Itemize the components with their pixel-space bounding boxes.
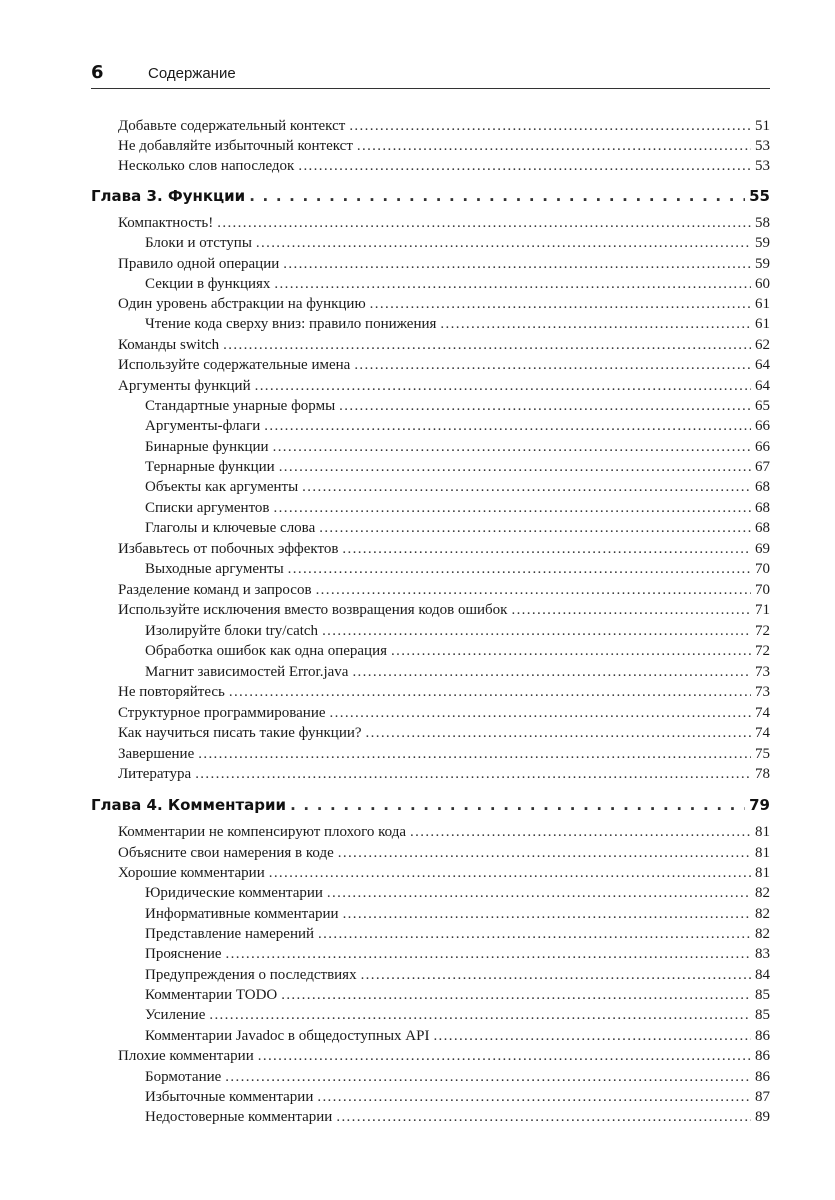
dot-leader	[195, 764, 751, 784]
toc-entry-page: 81	[755, 824, 770, 840]
dot-leader	[339, 396, 751, 416]
dot-leader	[298, 156, 751, 176]
toc-entry-title: Предупреждения о последствиях	[145, 967, 357, 983]
toc-entry-title: Объекты как аргументы	[145, 479, 299, 495]
toc-entry	[145, 457, 770, 477]
toc-entry	[145, 437, 770, 457]
toc-entry-title: Чтение кода сверху вниз: правило понижения	[145, 316, 437, 332]
dot-leader	[209, 1005, 751, 1025]
dot-leader	[391, 641, 751, 661]
toc-entry-page: 84	[755, 967, 770, 983]
toc-entry	[118, 335, 770, 355]
toc-entry-page: 67	[755, 459, 770, 475]
dot-leader	[352, 662, 751, 682]
toc-entry-title: Аргументы функций	[118, 378, 251, 394]
toc-entry	[145, 621, 770, 641]
toc-entry-title: Списки аргументов	[145, 500, 270, 516]
toc-entry-title: Глава 4. Комментарии	[91, 796, 287, 814]
toc-entry-page: 71	[755, 602, 770, 618]
toc-entry	[118, 723, 770, 743]
toc-entry-title: Компактность!	[118, 215, 214, 231]
dot-leader	[290, 794, 745, 816]
dot-leader	[349, 116, 751, 136]
toc-entry	[145, 1026, 770, 1046]
toc-entry-title: Структурное программирование	[118, 705, 326, 721]
toc-entry-page: 65	[755, 398, 770, 414]
toc-entry-title: Выходные аргументы	[145, 561, 284, 577]
toc-entry	[145, 477, 770, 497]
page-header	[91, 60, 770, 89]
dot-leader	[288, 559, 751, 579]
toc-entry-title: Используйте содержательные имена	[118, 357, 351, 373]
dot-leader	[511, 600, 751, 620]
dot-leader	[440, 314, 751, 334]
toc-entry	[118, 764, 770, 784]
toc-entry-title: Избавьтесь от побочных эффектов	[118, 541, 339, 557]
toc-entry	[118, 600, 770, 620]
toc-entry	[118, 863, 770, 883]
dot-leader	[198, 744, 751, 764]
toc-entry-page: 58	[755, 215, 770, 231]
toc-entry	[145, 1107, 770, 1127]
dot-leader	[279, 457, 751, 477]
toc-entry-page: 61	[755, 296, 770, 312]
toc-entry-title: Плохие комментарии	[118, 1048, 254, 1064]
toc-entry	[118, 213, 770, 233]
dot-leader	[319, 518, 751, 538]
toc-entry-page: 64	[755, 357, 770, 373]
toc-entry-page: 53	[755, 138, 770, 154]
toc-entry	[145, 904, 770, 924]
dot-leader	[223, 335, 751, 355]
toc-entry	[118, 703, 770, 723]
toc-entry-page: 59	[755, 235, 770, 251]
toc-entry-title: Недостоверные комментарии	[145, 1109, 333, 1125]
dot-leader	[258, 1046, 751, 1066]
toc-entry	[145, 944, 770, 964]
toc-entry-page: 82	[755, 926, 770, 942]
toc-entry-title: Секции в функциях	[145, 276, 271, 292]
toc-entry-page: 59	[755, 256, 770, 272]
toc-entry	[118, 1046, 770, 1066]
toc-entry-title: Представление намерений	[145, 926, 315, 942]
dot-leader	[338, 843, 751, 863]
toc-entry-page: 86	[755, 1048, 770, 1064]
dot-leader	[336, 1107, 751, 1127]
toc-entry-page: 89	[755, 1109, 770, 1125]
toc-entry-page: 68	[755, 520, 770, 536]
toc-entry-title: Бормотание	[145, 1069, 222, 1085]
toc-entry-page: 75	[755, 746, 770, 762]
toc-entry-page: 81	[755, 865, 770, 881]
toc-entry-title: Бинарные функции	[145, 439, 269, 455]
dot-leader	[255, 376, 751, 396]
toc-entry-title: Глава 3. Функции	[91, 187, 246, 205]
toc-entry-title: Прояснение	[145, 946, 222, 962]
dot-leader	[229, 682, 751, 702]
toc-entry	[145, 965, 770, 985]
toc-entry-page: 74	[755, 725, 770, 741]
toc-entry	[145, 1067, 770, 1087]
toc-entry	[118, 682, 770, 702]
toc-entry-page: 83	[755, 946, 770, 962]
toc-entry	[145, 641, 770, 661]
toc-entry-title: Используйте исключения вместо возвращения кодов ошибок	[118, 602, 508, 618]
toc-entry-title: Разделение команд и запросов	[118, 582, 312, 598]
toc-entry-page: 82	[755, 885, 770, 901]
toc-entry	[118, 156, 770, 176]
toc-chapter	[91, 185, 770, 205]
toc-entry-title: Блоки и отступы	[145, 235, 252, 251]
toc-entry	[145, 498, 770, 518]
toc-entry	[145, 662, 770, 682]
dot-leader	[264, 416, 751, 436]
toc-entry-title: Правило одной операции	[118, 256, 280, 272]
toc-entry	[118, 355, 770, 375]
toc-entry	[118, 580, 770, 600]
dot-leader	[357, 136, 751, 156]
dot-leader	[226, 944, 751, 964]
toc-entry-page: 69	[755, 541, 770, 557]
toc-entry	[118, 843, 770, 863]
page-number: 6	[91, 62, 104, 83]
toc-entry-title: Магнит зависимостей Error.java	[145, 664, 349, 680]
toc-entry-title: Глаголы и ключевые слова	[145, 520, 316, 536]
toc-entry-title: Стандартные унарные формы	[145, 398, 336, 414]
toc-entry-page: 55	[749, 187, 770, 205]
toc-entry-page: 85	[755, 1007, 770, 1023]
toc-entry-title: Усиление	[145, 1007, 206, 1023]
dot-leader	[274, 274, 751, 294]
toc-entry-page: 86	[755, 1069, 770, 1085]
dot-leader	[342, 539, 751, 559]
toc-entry	[145, 233, 770, 253]
toc-entry-page: 62	[755, 337, 770, 353]
toc-entry	[145, 1005, 770, 1025]
toc-entry-page: 64	[755, 378, 770, 394]
dot-leader	[354, 355, 751, 375]
toc-entry-title: Информативные комментарии	[145, 906, 339, 922]
toc-entry-title: Тернарные функции	[145, 459, 275, 475]
toc-entry	[145, 314, 770, 334]
toc-entry-title: Обработка ошибок как одна операция	[145, 643, 388, 659]
dot-leader	[433, 1026, 751, 1046]
toc-entry-page: 86	[755, 1028, 770, 1044]
dot-leader	[302, 477, 751, 497]
toc-entry	[118, 539, 770, 559]
toc-entry-page: 81	[755, 845, 770, 861]
toc-entry-page: 60	[755, 276, 770, 292]
dot-leader	[256, 233, 751, 253]
toc-entry	[145, 883, 770, 903]
toc-entry-title: Не повторяйтесь	[118, 684, 225, 700]
toc-entry-page: 53	[755, 158, 770, 174]
toc-entry-title: Завершение	[118, 746, 195, 762]
toc-entry	[118, 822, 770, 842]
toc-entry-title: Комментарии TODO	[145, 987, 278, 1003]
toc-entry	[118, 294, 770, 314]
dot-leader	[366, 723, 751, 743]
toc-entry-title: Комментарии не компенсируют плохого кода	[118, 824, 407, 840]
toc-entry-page: 79	[749, 796, 770, 814]
dot-leader	[249, 185, 745, 207]
toc-entry-title: Избыточные комментарии	[145, 1089, 314, 1105]
toc-entry-page: 68	[755, 479, 770, 495]
dot-leader	[361, 965, 751, 985]
dot-leader	[327, 883, 751, 903]
toc-entry	[118, 136, 770, 156]
toc-entry-page: 74	[755, 705, 770, 721]
toc-entry-page: 85	[755, 987, 770, 1003]
toc-entry	[145, 924, 770, 944]
toc-entry-title: Аргументы-флаги	[145, 418, 261, 434]
toc-entry-title: Команды switch	[118, 337, 220, 353]
toc-entry-page: 66	[755, 439, 770, 455]
toc-entry-title: Хорошие комментарии	[118, 865, 265, 881]
dot-leader	[217, 213, 751, 233]
dot-leader	[370, 294, 751, 314]
dot-leader	[274, 498, 751, 518]
toc-entry	[118, 744, 770, 764]
toc-entry-title: Комментарии Javadoc в общедоступных API	[145, 1028, 430, 1044]
toc-entry-page: 70	[755, 561, 770, 577]
toc-entry-page: 87	[755, 1089, 770, 1105]
toc-entry-title: Добавьте содержательный контекст	[118, 118, 346, 134]
toc-entry-title: Один уровень абстракции на функцию	[118, 296, 366, 312]
toc-entry-page: 70	[755, 582, 770, 598]
dot-leader	[317, 1087, 751, 1107]
toc-entry	[118, 116, 770, 136]
toc-entry	[118, 376, 770, 396]
dot-leader	[225, 1067, 751, 1087]
toc-chapter	[91, 794, 770, 814]
toc-entry-title: Не добавляйте избыточный контекст	[118, 138, 353, 154]
toc-entry-title: Несколько слов напоследок	[118, 158, 295, 174]
toc-entry-page: 82	[755, 906, 770, 922]
toc-entry-page: 72	[755, 623, 770, 639]
toc-entry-title: Изолируйте блоки try/catch	[145, 623, 319, 639]
toc-entry-page: 78	[755, 766, 770, 782]
dot-leader	[269, 863, 751, 883]
toc-entry	[145, 416, 770, 436]
toc-entry	[145, 396, 770, 416]
dot-leader	[343, 904, 751, 924]
dot-leader	[316, 580, 751, 600]
toc-entry-page: 72	[755, 643, 770, 659]
toc-entry-page: 68	[755, 500, 770, 516]
dot-leader	[330, 703, 751, 723]
dot-leader	[410, 822, 751, 842]
toc-entry	[145, 274, 770, 294]
toc-entry-title: Объясните свои намерения в коде	[118, 845, 334, 861]
toc-entry	[145, 518, 770, 538]
toc-entry	[118, 254, 770, 274]
dot-leader	[318, 924, 751, 944]
toc-entry-title: Литература	[118, 766, 192, 782]
dot-leader	[273, 437, 751, 457]
toc-entry-page: 73	[755, 664, 770, 680]
dot-leader	[322, 621, 751, 641]
dot-leader	[281, 985, 751, 1005]
running-title: Содержание	[148, 65, 236, 82]
toc-entry-title: Юридические комментарии	[145, 885, 323, 901]
toc-entry	[145, 559, 770, 579]
toc-entry-page: 73	[755, 684, 770, 700]
toc-entry	[145, 985, 770, 1005]
toc-entry-page: 51	[755, 118, 770, 134]
toc-entry-page: 61	[755, 316, 770, 332]
toc-entry-page: 66	[755, 418, 770, 434]
toc-entry-title: Как научиться писать такие функции?	[118, 725, 362, 741]
toc-entry	[145, 1087, 770, 1107]
dot-leader	[283, 254, 751, 274]
